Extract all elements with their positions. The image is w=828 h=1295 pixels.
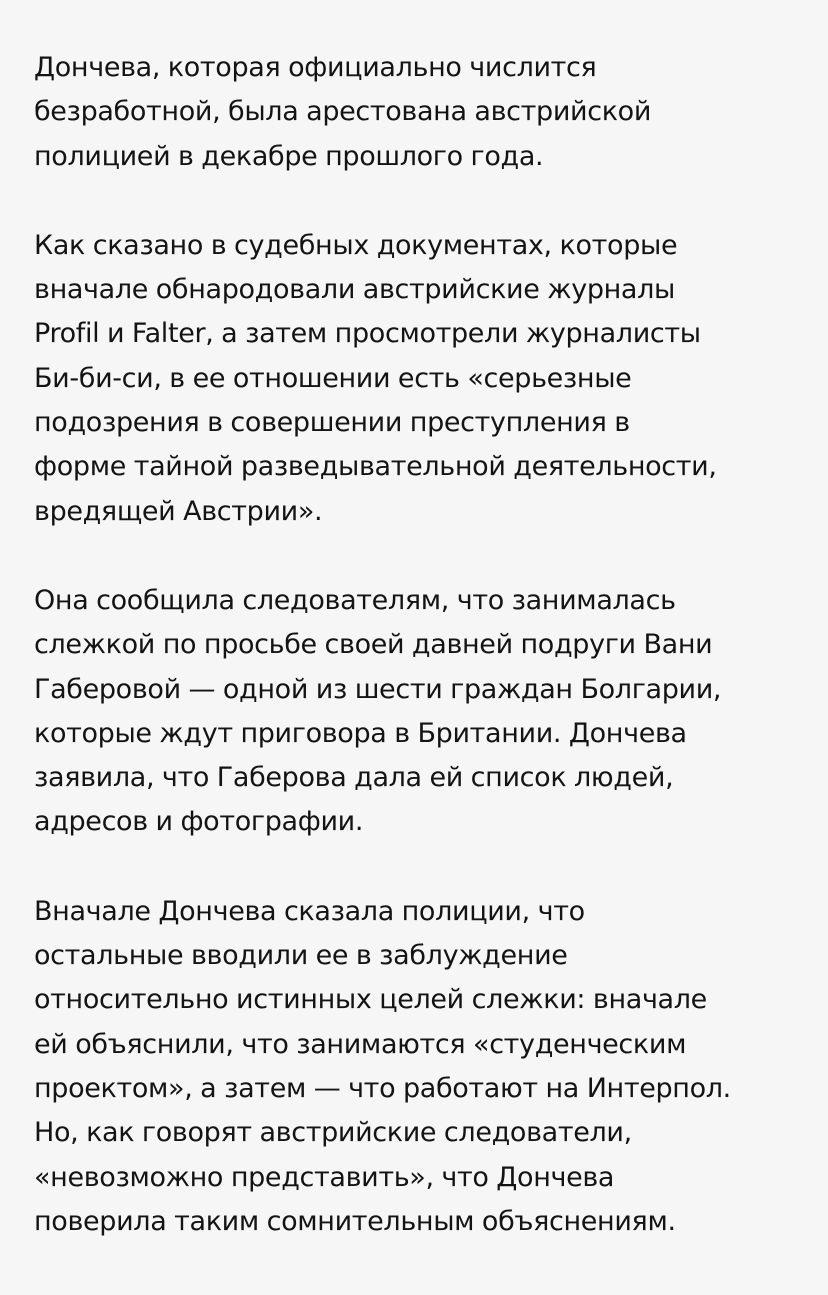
text-line: слежкой по просьбе своей давней подруги Вани xyxy=(34,629,713,661)
text-line: заявила, что Габерова дала ей список людей, xyxy=(34,762,674,794)
text-line: Profil и Falter, а затем просмотрели журналисты xyxy=(34,318,701,350)
text-line: Вначале Дончева сказала полиции, что xyxy=(34,895,585,927)
article-paragraph-1 xyxy=(34,46,814,179)
text-line: «невозможно представить», что Дончева xyxy=(34,1161,615,1193)
text-line: поверила таким сомнительным объяснениям. xyxy=(34,1205,676,1237)
text-line: вредящей Австрии». xyxy=(34,495,323,527)
text-line: Она сообщила следователям, что занималась xyxy=(34,584,676,616)
text-line: вначале обнародовали австрийские журналы xyxy=(34,274,675,306)
text-line: Но, как говорят австрийские следователи, xyxy=(34,1117,632,1149)
article-body xyxy=(34,46,814,1289)
text-line: остальные вводили ее в заблуждение xyxy=(34,940,568,972)
article-paragraph-2 xyxy=(34,224,814,534)
text-line: проектом», а затем — что работают на Интерпол. xyxy=(34,1072,731,1104)
text-line: Габеровой — одной из шести граждан Болгарии, xyxy=(34,673,722,705)
text-line: Как сказано в судебных документах, которые xyxy=(34,229,678,261)
text-line: Би-би-си, в ее отношении есть «серьезные xyxy=(34,362,632,394)
text-line: Дончева, которая официально числится xyxy=(34,52,597,83)
article-paragraph-3 xyxy=(34,579,814,845)
text-line: форме тайной разведывательной деятельности, xyxy=(34,451,717,483)
article-paragraph-4 xyxy=(34,890,814,1244)
text-line: безработной, была арестована австрийской xyxy=(34,96,652,128)
text-line: которые ждут приговора в Британии. Дончева xyxy=(34,717,687,749)
text-line: ей объяснили, что занимаются «студенческим xyxy=(34,1028,687,1060)
text-line: адресов и фотографии. xyxy=(34,806,364,838)
text-line: полицией в декабре прошлого года. xyxy=(34,140,544,172)
text-line: подозрения в совершении преступления в xyxy=(34,407,630,439)
text-line: относительно истинных целей слежки: вначале xyxy=(34,984,707,1016)
